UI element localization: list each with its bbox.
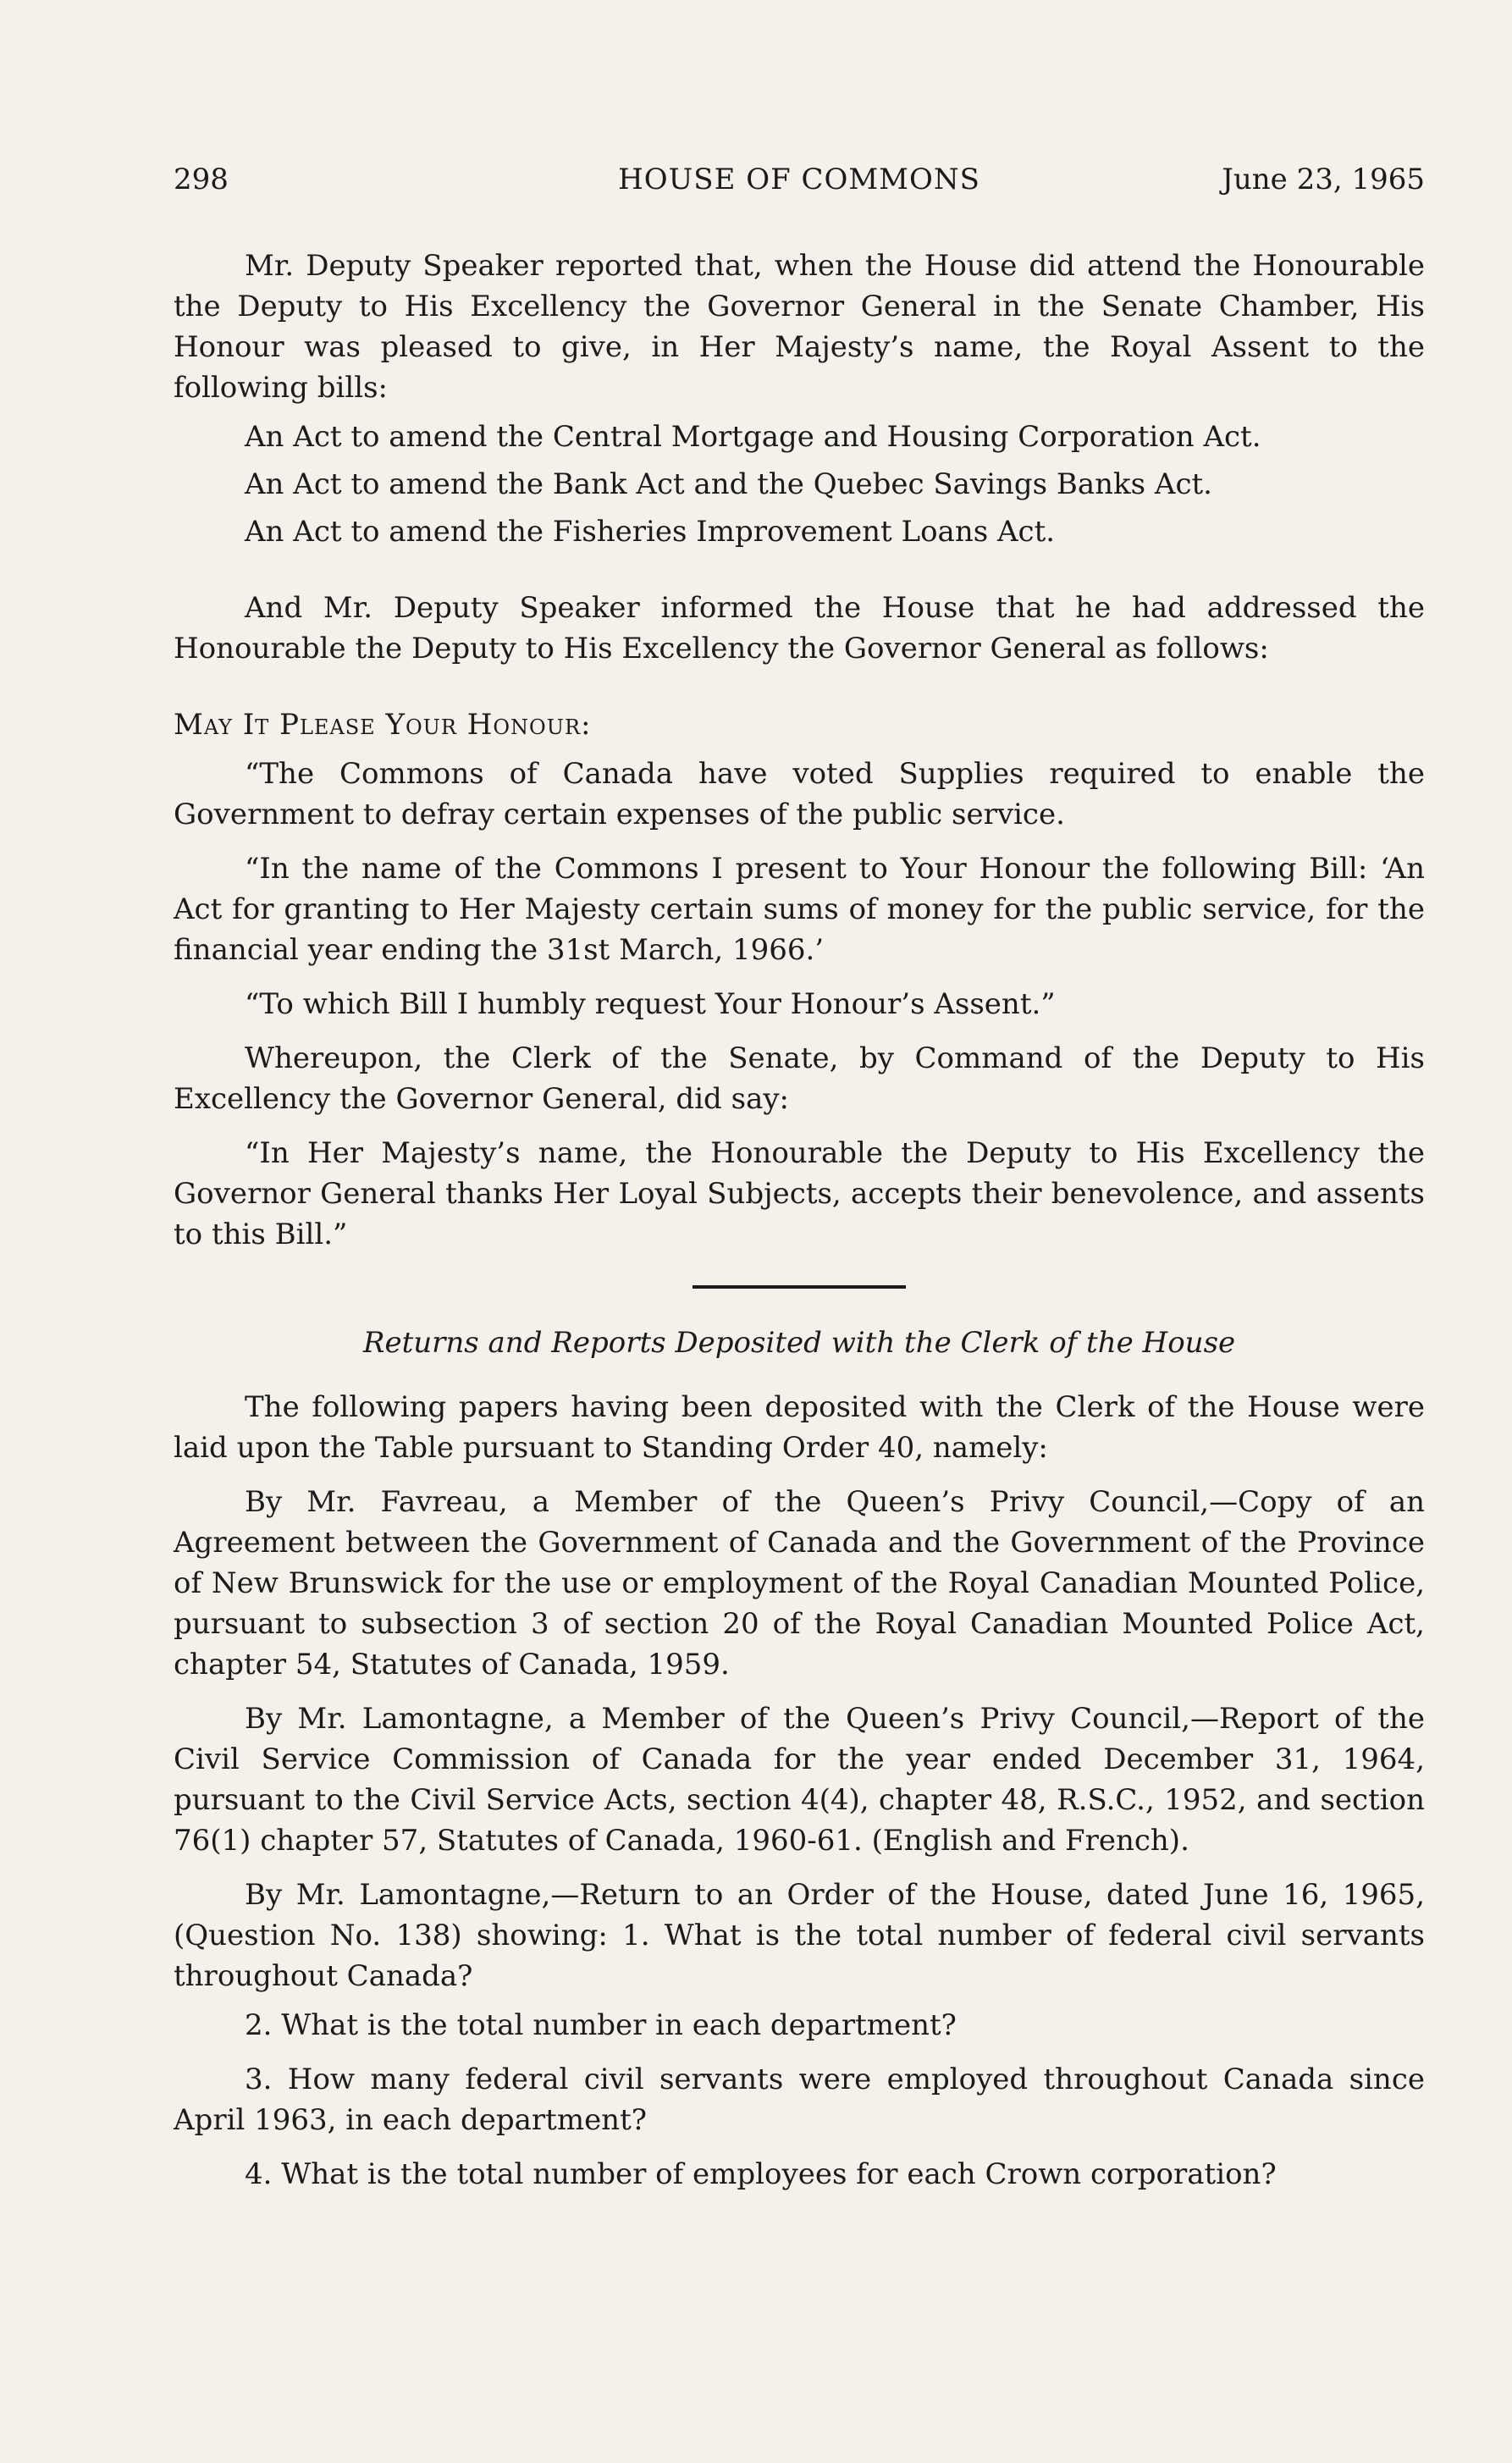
act-item: An Act to amend the Fisheries Improvement Loans Act.	[245, 515, 1056, 549]
whereupon-paragraph: Whereupon, the Clerk of the Senate, by Command of the Deputy to His Excellency the Governor General, did say:	[174, 1041, 1425, 1116]
address-paragraph: “The Commons of Canada have voted Supplies required to enable the Government to defray certain expenses of the public service.	[174, 757, 1425, 831]
running-header	[174, 159, 1425, 200]
act-item: An Act to amend the Bank Act and the Quebec Savings Banks Act.	[245, 467, 1212, 501]
header-title: HOUSE OF COMMONS	[618, 163, 980, 196]
question-item: 4. What is the total number of employees for each Crown corporation?	[245, 2157, 1277, 2191]
address-paragraph: “To which Bill I humbly request Your Honour’s Assent.”	[245, 987, 1056, 1021]
page-body	[174, 246, 1425, 2195]
header-date: June 23, 1965	[1222, 163, 1425, 196]
section-divider	[693, 1285, 906, 1289]
salutation: May It Please Your Honour:	[174, 708, 592, 742]
returns-intro: The following papers having been deposited with the Clerk of the House were laid upon the Table pursuant to Standing Order 40, namely:	[174, 1390, 1425, 1465]
informed-paragraph: And Mr. Deputy Speaker informed the House that he had addressed the Honourable the Deputy to His Excellency the Governor General as follows:	[174, 591, 1425, 665]
royal-assent-paragraph: Mr. Deputy Speaker reported that, when the House did attend the Honourable the Deputy to His Excellency the Governor General in the Senate Chamber, His Honour was pleased to give, in Her Majesty’s name, the Royal Assent to the following bills:	[174, 249, 1425, 405]
act-item: An Act to amend the Central Mortgage and Housing Corporation Act.	[245, 420, 1261, 454]
return-item: By Mr. Lamontagne, a Member of the Queen’s Privy Council,—Report of the Civil Service Commission of Canada for the year ended December 31, 1964, pursuant to the Civil Service Acts, section 4(4), chapter 48, R.S.C., 1952, and section 76(1) chapter 57, Statutes of Canada, 1960-61. (English and French).	[174, 1702, 1425, 1858]
document-page	[174, 0, 1425, 2463]
address-paragraph: “In the name of the Commons I present to Your Honour the following Bill: ‘An Act for granting to Her Majesty certain sums of money for the public service, for the financial year ending the 31st March, 1966.’	[174, 852, 1425, 967]
page-number: 298	[174, 163, 229, 196]
return-item: By Mr. Lamontagne,—Return to an Order of the House, dated June 16, 1965, (Question No. 138) showing: 1. What is the total number of federal civil servants throughout Canada?	[174, 1878, 1425, 1993]
question-item: 3. How many federal civil servants were employed throughout Canada since April 1963, in each department?	[174, 2063, 1425, 2137]
response-paragraph: “In Her Majesty’s name, the Honourable the Deputy to His Excellency the Governor General thanks Her Loyal Subjects, accepts their benevolence, and assents to this Bill.”	[174, 1136, 1425, 1251]
question-item: 2. What is the total number in each department?	[245, 2008, 957, 2042]
section-title: Returns and Reports Deposited with the Clerk of the House	[362, 1326, 1236, 1360]
return-item: By Mr. Favreau, a Member of the Queen’s Privy Council,—Copy of an Agreement between the Government of Canada and the Government of the Province of New Brunswick for the use or employment of the Royal Canadian Mounted Police, pursuant to subsection 3 of section 20 of the Royal Canadian Mounted Police Act, chapter 54, Statutes of Canada, 1959.	[174, 1485, 1425, 1682]
